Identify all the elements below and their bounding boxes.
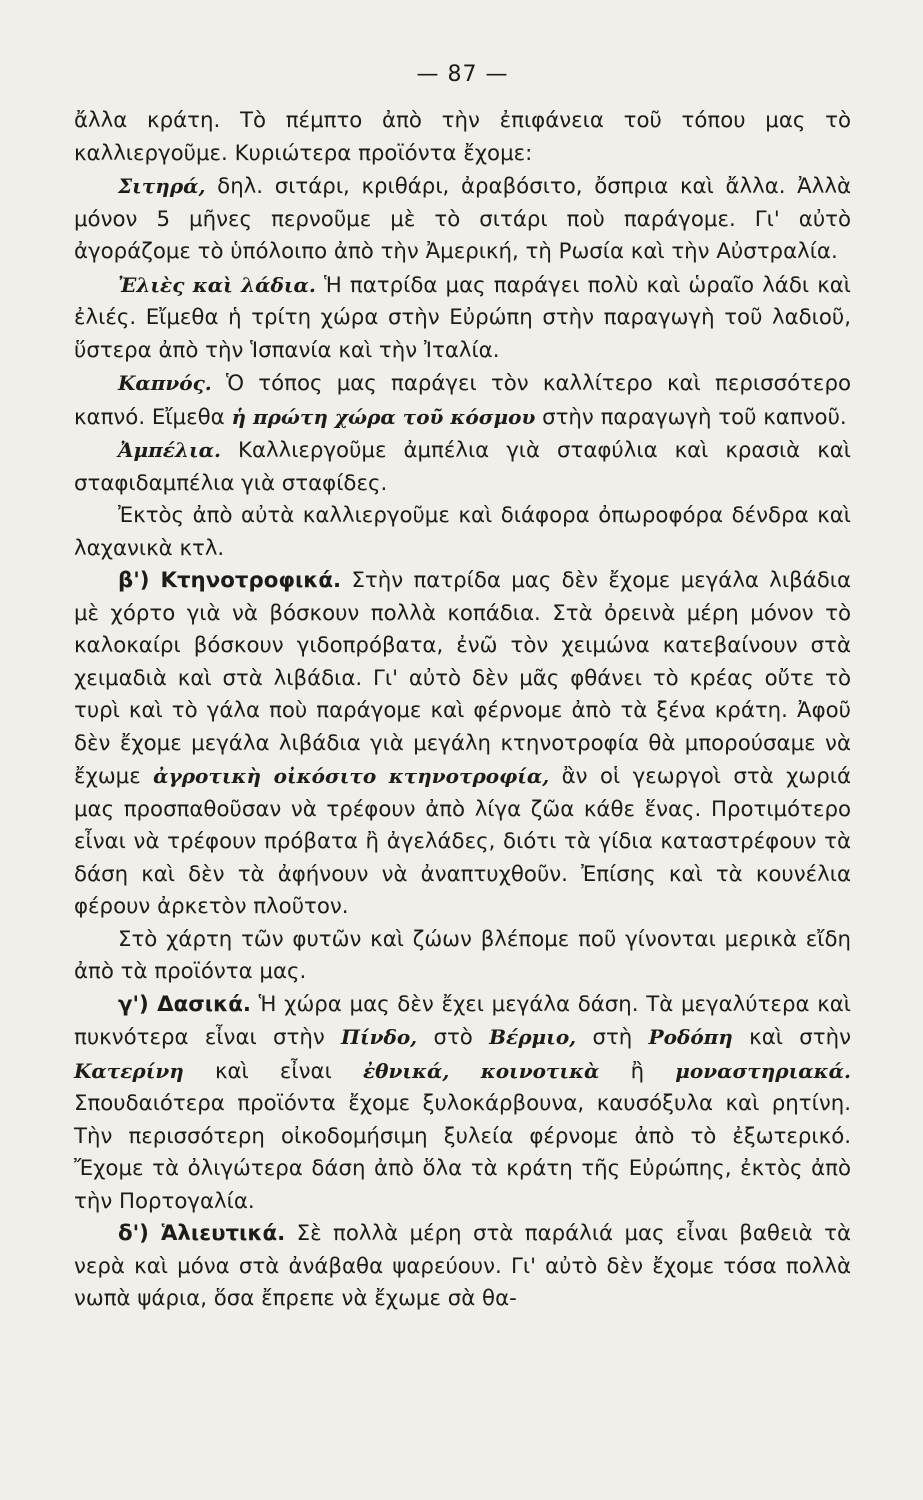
paragraph xyxy=(74,105,851,170)
paragraph xyxy=(74,170,851,269)
text-run: Σπουδαιότερα προϊόντα ἔχομε ξυλοκάρβουνα, καυσόξυλα καὶ ρητίνη. Τὴν περισσότερη οἰκοδομήσιμη ξυλεία φέρνομε ἀπὸ τὸ ἐξωτερικό. Ἔχομε τὰ ὀλιγώτερα δάση ἀπὸ ὅλα τὰ κράτη τῆς Εὐρώπης, ἐκτὸς ἀπὸ τὴν Πορτογαλία. xyxy=(74,1091,851,1214)
emphasis-text: Ροδόπη xyxy=(648,1025,733,1049)
section-heading: β') Κτηνοτροφικά. xyxy=(118,568,342,593)
emphasis-text: μοναστηριακά. xyxy=(675,1058,851,1083)
text-run: στὴ xyxy=(576,1025,649,1050)
text-run: Ὁ τόπος μας παράγει τὸν καλλίτερο καὶ περισσότερο καπνό. Εἴμεθα xyxy=(74,371,851,430)
text-run: Καλλιεργοῦμε ἀμπέλια γιὰ σταφύλια καὶ κρασιὰ καὶ σταφιδαμπέλια γιὰ σταφίδες. xyxy=(74,438,851,496)
paragraph xyxy=(74,434,851,500)
text-run: στὴν παραγωγὴ τοῦ καπνοῦ. xyxy=(535,404,847,430)
text-run: δηλ. σιτάρι, κριθάρι, ἀραβόσιτο, ὄσπρια καὶ ἄλλα. Ἀλλὰ μόνον 5 μῆνες περνοῦμε μὲ τὸ σιτάρι ποὺ παράγομε. Γι' αὐτὸ ἀγοράζομε τὸ ὑπόλοιπο ἀπὸ τὴν Ἀμερική, τὴ Ρωσία καὶ τὴν Αὐστραλία. xyxy=(74,174,851,264)
emphasis-text: Κατερίνη xyxy=(74,1058,184,1083)
emphasis-text: Βέρμιο, xyxy=(489,1025,577,1049)
emphasis-text: ἡ πρώτη χώρα τοῦ κόσμου xyxy=(231,404,536,429)
body-text xyxy=(74,105,851,1316)
paragraph xyxy=(74,1218,851,1316)
paragraph xyxy=(74,269,851,368)
text-run: καὶ στὴν xyxy=(732,1025,851,1050)
text-run: ἂν οἱ γεωργοὶ στὰ χωριά μας προσπαθοῦσαν νὰ τρέφουν ἀπὸ λίγα ζῶα κάθε ἕνας. Προτιμότερο εἶναι νὰ τρέφουν πρόβατα ἢ ἀγελάδες, διότι τὰ γίδια καταστρέφουν τὰ δάση καὶ δὲν τὰ ἀφήνουν νὰ ἀναπτυχθοῦν. Ἐπίσης καὶ τὰ κουνέλια φέρουν ἀρκετὸν πλοῦτον. xyxy=(74,764,852,919)
paragraph xyxy=(74,989,851,1219)
paragraph xyxy=(74,565,851,924)
text-run: Στὴν πατρίδα μας δὲν ἔχομε μεγάλα λιβάδια μὲ χόρτο γιὰ νὰ βόσκουν πολλὰ κοπάδια. Στὰ ὀρεινὰ μέρη μόνον τὸ καλοκαίρι βόσκουν γιδοπρόβατα, ἐνῶ τὸν χειμώνα κατεβαίνουν στὰ χειμαδιὰ καὶ στὰ λιβάδια. Γι' αὐτὸ δὲν μᾶς φθάνει τὸ κρέας οὔτε τὸ τυρὶ καὶ τὸ γάλα ποὺ παράγομε καὶ φέρνομε ἀπὸ τὰ ξένα κράτη. Ἀφοῦ δὲν ἔχομε μεγάλα λιβάδια γιὰ μεγάλη κτηνοτροφία θὰ μπορούσαμε νὰ ἔχωμε xyxy=(74,568,851,789)
emphasis-text: ἀγροτικὴ οἰκόσιτο κτηνοτροφία, xyxy=(153,764,550,788)
text-run: ἢ xyxy=(599,1058,676,1084)
text-run: ἄλλα κράτη. Τὸ πέμπτο ἀπὸ τὴν ἐπιφάνεια τοῦ τόπου μας τὸ καλλιεργοῦμε. Κυριώτερα προϊόντα ἔχομε: xyxy=(74,108,851,166)
emphasis-text: Ἀμπέλια. xyxy=(118,438,222,462)
text-run: Στὸ χάρτη τῶν φυτῶν καὶ ζώων βλέπομε ποῦ γίνονται μερικὰ εἴδη ἀπὸ τὰ προϊόντα μας. xyxy=(74,926,851,984)
text-run: Ἐκτὸς ἀπὸ αὐτὰ καλλιεργοῦμε καὶ διάφορα ὀπωροφόρα δένδρα καὶ λαχανικὰ κτλ. xyxy=(74,503,851,561)
emphasis-text: Ἐλιὲς καὶ λάδια. xyxy=(118,272,316,297)
paragraph xyxy=(74,924,851,989)
emphasis-text: Πίνδο, xyxy=(341,1025,418,1049)
paragraph xyxy=(74,500,851,565)
text-run: Ἡ πατρίδα μας παράγει πολὺ καὶ ὡραῖο λάδι καὶ ἐλιές. Εἴμεθα ἡ τρίτη χώρα στὴν Εὐρώπη στὴν παραγωγὴ τοῦ λαδιοῦ, ὕστερα ἀπὸ τὴν Ἱσπανία καὶ τὴν Ἰταλία. xyxy=(74,272,851,363)
paragraph xyxy=(74,367,851,434)
text-run: στὸ xyxy=(417,1025,490,1050)
emphasis-text: ἐθνικά, κοινοτικὰ xyxy=(362,1058,600,1083)
text-run: Σὲ πολλὰ μέρη στὰ παράλιά μας εἶναι βαθειὰ τὰ νερὰ καὶ μόνα στὰ ἀνάβαθα ψαρεύουν. Γι' αὐτὸ δὲν ἔχομε τόσα πολλὰ νωπὰ ψάρια, ὅσα ἔπρεπε νὰ ἔχωμε σὰ θα- xyxy=(74,1221,851,1311)
emphasis-text: Καπνός. xyxy=(118,371,212,395)
section-heading: δ') Ἁλιευτικά. xyxy=(118,1221,286,1246)
text-run: Ἡ χώρα μας δὲν ἔχει μεγάλα δάση. Τὰ μεγαλύτερα καὶ πυκνότερα εἶναι στὴν xyxy=(74,991,851,1050)
page-number: — 87 — xyxy=(416,62,509,87)
text-run: καὶ εἶναι xyxy=(183,1058,363,1084)
section-heading: γ') Δασικά. xyxy=(118,991,251,1017)
emphasis-text: Σιτηρά, xyxy=(118,174,206,198)
